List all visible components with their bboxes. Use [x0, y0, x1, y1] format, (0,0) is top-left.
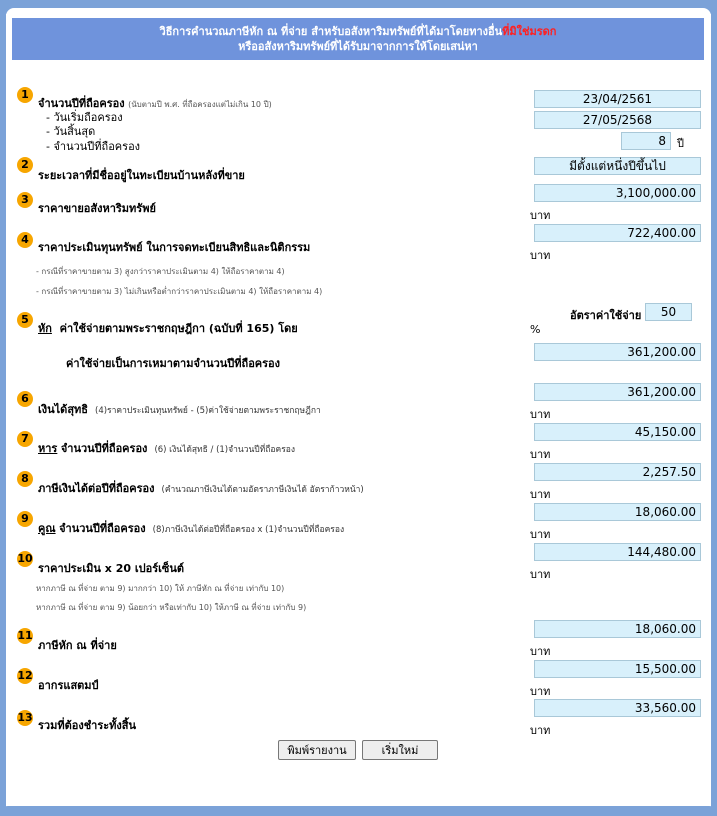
years-field[interactable]: 8 [621, 132, 671, 150]
appraised-20pct-note-2: หากภาษี ณ ที่จ่าย ตาม 9) น้อยกว่า หรือเท่ากับ 10) ให้ภาษี ณ ที่จ่าย เท่ากับ 9) [36, 603, 307, 612]
withholding-tax-field[interactable]: 18,060.00 [534, 620, 701, 638]
total-payable-label: รวมที่ต้องชำระทั้งสิ้น [38, 719, 137, 732]
title-line1-red: ที่มิใช่มรดก [502, 25, 557, 38]
expense-rate-label: อัตราค่าใช้จ่าย [570, 309, 642, 322]
residence-period-select[interactable]: มีตั้งแต่หนึ่งปีขึ้นไป [534, 157, 701, 175]
net-income-label: เงินได้สุทธิ (4)ราคาประเมินทุนทรัพย์ - (5)ค่าใช้จ่ายตามพระราชกฤษฎีกา [38, 403, 321, 416]
multiply-years-field[interactable]: 18,060.00 [534, 503, 701, 521]
years-unit: ปี [677, 137, 684, 150]
withholding-tax-unit: บาท [530, 645, 551, 658]
page-title [12, 18, 704, 60]
end-date-label: - วันสิ้นสุด [46, 125, 96, 138]
stamp-duty-field[interactable]: 15,500.00 [534, 660, 701, 678]
start-date-label: - วันเริ่มถือครอง [46, 111, 123, 124]
years-label: - จำนวนปีที่ถือครอง [46, 140, 141, 153]
step-number-12: 12 [17, 669, 33, 682]
step-number-7: 7 [17, 431, 33, 447]
stamp-duty-unit: บาท [530, 685, 551, 698]
title-line1-main: วิธีการคำนวณภาษีหัก ณ ที่จ่าย สำหรับอสังหาริมทรัพย์ที่ได้มาโดยทางอื่น [159, 25, 503, 38]
step-number-2: 2 [17, 157, 33, 173]
residence-period-label: ระยะเวลาที่มีชื่ออยู่ในทะเบียนบ้านหลังที่ขาย [38, 169, 245, 182]
appraised-value-field[interactable]: 722,400.00 [534, 224, 701, 242]
multiply-years-unit: บาท [530, 528, 551, 541]
start-date-field[interactable]: 23/04/2561 [534, 90, 701, 108]
divide-years-unit: บาท [530, 448, 551, 461]
sale-price-unit: บาท [530, 209, 551, 222]
sale-price-field[interactable]: 3,100,000.00 [534, 184, 701, 202]
end-date-field[interactable]: 27/05/2568 [534, 111, 701, 129]
total-payable-unit: บาท [530, 724, 551, 737]
step-number-5: 5 [17, 312, 33, 328]
multiply-years-label: คูณ จำนวนปีที่ถือครอง (8)ภาษีเงินได้ต่อปีที่ถือครอง x (1)จำนวนปีที่ถือครอง [38, 522, 345, 535]
annual-tax-field[interactable]: 2,257.50 [534, 463, 701, 481]
divide-years-label: หาร จำนวนปีที่ถือครอง (6) เงินได้สุทธิ / (1)จำนวนปีที่ถือครอง [38, 442, 296, 455]
reset-button[interactable]: เริ่มใหม่ [362, 740, 438, 760]
title-line2: หรืออสังหาริมทรัพย์ที่ได้รับมาจากการให้โดยเสน่หา [238, 40, 478, 53]
total-payable-field[interactable]: 33,560.00 [534, 699, 701, 717]
expense-rate-field[interactable]: 50 [645, 303, 692, 321]
appraised-20pct-field[interactable]: 144,480.00 [534, 543, 701, 561]
expense-label: หัก ค่าใช้จ่ายตามพระราชกฤษฎีกา (ฉบับที่ 165) โดย [38, 322, 298, 335]
step-number-13: 13 [17, 711, 33, 724]
step-number-3: 3 [17, 192, 33, 208]
annual-tax-unit: บาท [530, 488, 551, 501]
expense-value-field[interactable]: 361,200.00 [534, 343, 701, 361]
annual-tax-label: ภาษีเงินได้ต่อปีที่ถือครอง (คำนวณภาษีเงินได้ตามอัตราภาษีเงินได้ อัตราก้าวหน้า) [38, 482, 364, 495]
appraised-20pct-unit: บาท [530, 568, 551, 581]
step-number-11: 11 [17, 629, 33, 642]
print-report-button[interactable]: พิมพ์รายงาน [278, 740, 356, 760]
withholding-tax-label: ภาษีหัก ณ ที่จ่าย [38, 639, 117, 652]
net-income-unit: บาท [530, 408, 551, 421]
step-number-10: 10 [17, 552, 33, 565]
appraised-value-unit: บาท [530, 249, 551, 262]
appraised-note-2: - กรณีที่ราคาขายตาม 3) ไม่เกินหรือต่ำกว่าราคาประเมินตาม 4) ให้ถือราคาตาม 4) [36, 287, 323, 296]
step-number-1: 1 [17, 87, 33, 103]
expense-sub-label: ค่าใช้จ่ายเป็นการเหมาตามจำนวนปีที่ถือครอง [66, 357, 281, 370]
appraised-20pct-note-1: หากภาษี ณ ที่จ่าย ตาม 9) มากกว่า 10) ให้ ภาษีหัก ณ ที่จ่าย เท่ากับ 10) [36, 584, 285, 593]
stamp-duty-label: อากรแสตมป์ [38, 679, 99, 692]
appraised-note-1: - กรณีที่ราคาขายตาม 3) สูงกว่าราคาประเมินตาม 4) ให้ถือราคาตาม 4) [36, 267, 285, 276]
holding-years-label: จำนวนปีที่ถือครอง (นับตามปี พ.ศ. ที่ถือครองแต่ไม่เกิน 10 ปี) [38, 97, 272, 110]
divide-years-field[interactable]: 45,150.00 [534, 423, 701, 441]
frame-right-border [711, 0, 717, 816]
step-number-4: 4 [17, 232, 33, 248]
appraised-value-label: ราคาประเมินทุนทรัพย์ ในการจดทะเบียนสิทธิและนิติกรรม [38, 241, 311, 254]
step-number-6: 6 [17, 391, 33, 407]
appraised-20pct-label: ราคาประเมิน x 20 เปอร์เซ็นต์ [38, 562, 184, 575]
step-number-8: 8 [17, 471, 33, 487]
net-income-field[interactable]: 361,200.00 [534, 383, 701, 401]
step-number-9: 9 [17, 511, 33, 527]
expense-rate-unit: % [530, 323, 541, 336]
sale-price-label: ราคาขายอสังหาริมทรัพย์ [38, 202, 156, 215]
